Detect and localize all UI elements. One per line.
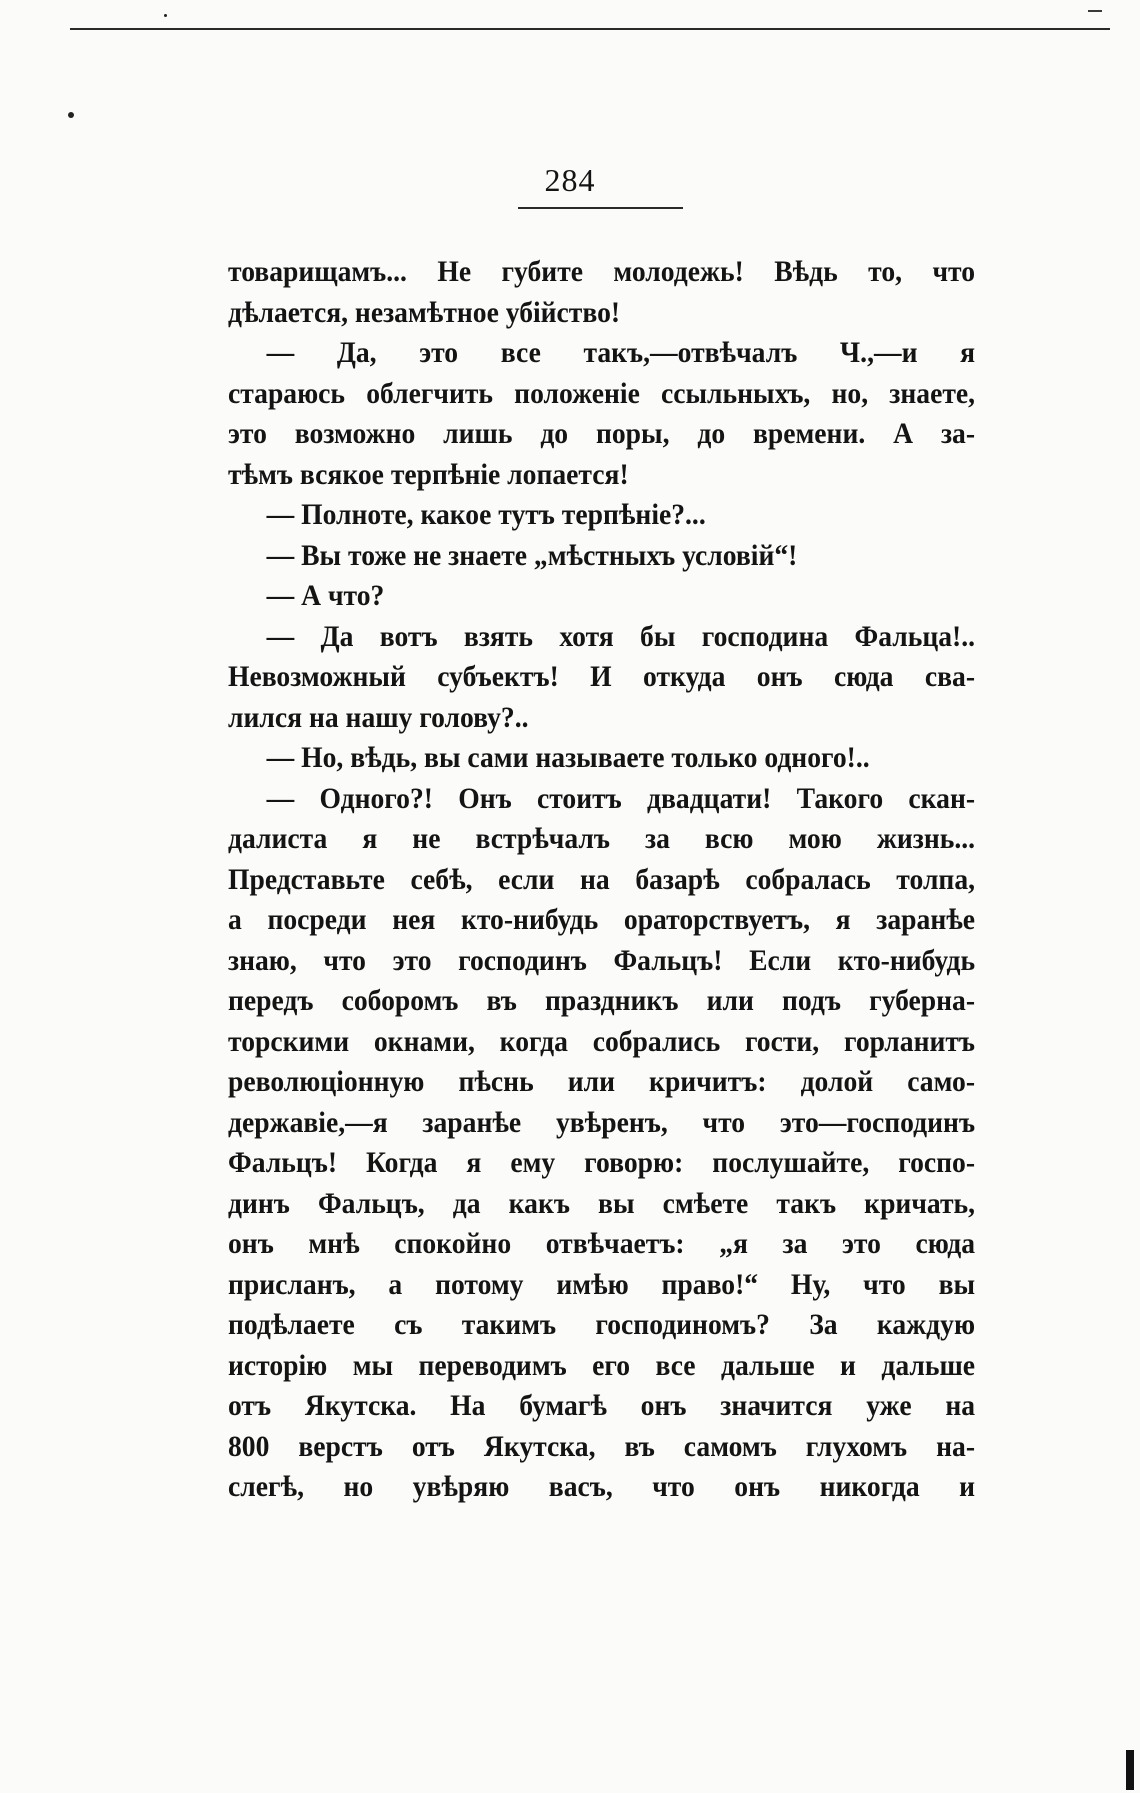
text-line: товарищамъ... Не губите молодежь! Вѣдь то, что [228,255,976,288]
top-border-mark [1088,10,1102,12]
text-line: Представьте себѣ, если на базарѣ собралась толпа, [228,862,976,896]
text-line: — Да вотъ взять хотя бы господина Фальца!.. [266,619,976,653]
page-number-rule [518,207,683,209]
text-line: тѣмъ всякое терпѣніе лопается! [228,457,629,491]
text-line: это возможно лишь до поры, до времени. А за- [228,417,976,450]
text-line: а посреди нея кто-нибудь ораторствуетъ, я заранѣе [228,903,976,936]
text-line: отъ Якутска. На бумагѣ онъ значится уже на [228,1389,976,1422]
text-line: — Одного?! Онъ стоитъ двадцати! Такого скан- [266,781,976,815]
scan-edge-mark [1126,1750,1134,1790]
text-line: державіе,—я заранѣе увѣренъ, что это—господинъ [228,1105,976,1139]
text-line: передъ соборомъ въ праздникъ или подъ губерна- [228,984,976,1017]
text-line: онъ мнѣ спокойно отвѣчаетъ: „я за это сюда [228,1227,976,1260]
text-line: далиста я не встрѣчалъ за всю мою жизнь... [228,822,976,855]
text-line: лился на нашу голову?.. [228,700,529,734]
dust-speck [68,112,74,118]
text-line: исторію мы переводимъ его все дальше и дальше [228,1348,976,1382]
text-line: торскими окнами, когда собрались гости, горланитъ [228,1024,976,1058]
dust-speck [164,14,167,17]
text-line: слегѣ, но увѣряю васъ, что онъ никогда и [228,1470,976,1503]
text-line: — Вы тоже не знаете „мѣстныхъ условій“! [266,538,798,572]
text-line: подѣлаете съ такимъ господиномъ? За каждую [228,1308,976,1341]
text-line: Невозможный субъектъ! И откуда онъ сюда сва- [228,660,976,693]
text-line: присланъ, а потому имѣю право!“ Ну, что вы [228,1267,976,1301]
text-line: дѣлается, незамѣтное убійство! [228,295,621,329]
text-line: стараюсь облегчить положеніе ссыльныхъ, но, знаете, [228,376,976,410]
page-number: 284 [544,162,596,198]
text-line: — Но, вѣдь, вы сами называете только одного!.. [266,741,870,774]
text-line: — Да, это все такъ,—отвѣчалъ Ч.,—и я [266,336,976,369]
text-line: знаю, что это господинъ Фальцъ! Если кто-нибудь [228,943,976,977]
text-line: динъ Фальцъ, да какъ вы смѣете такъ кричать, [228,1186,976,1220]
text-line: 800 верстъ отъ Якутска, въ самомъ глухомъ на- [228,1429,976,1463]
text-body [228,252,975,1508]
top-border-rule [70,28,1110,30]
text-line: — Полноте, какое тутъ терпѣніе?... [266,498,706,531]
text-line: революціонную пѣснь или кричитъ: долой само- [228,1065,976,1098]
text-line: Фальцъ! Когда я ему говорю: послушайте, госпо- [228,1146,976,1179]
text-line: — А что? [266,579,385,612]
